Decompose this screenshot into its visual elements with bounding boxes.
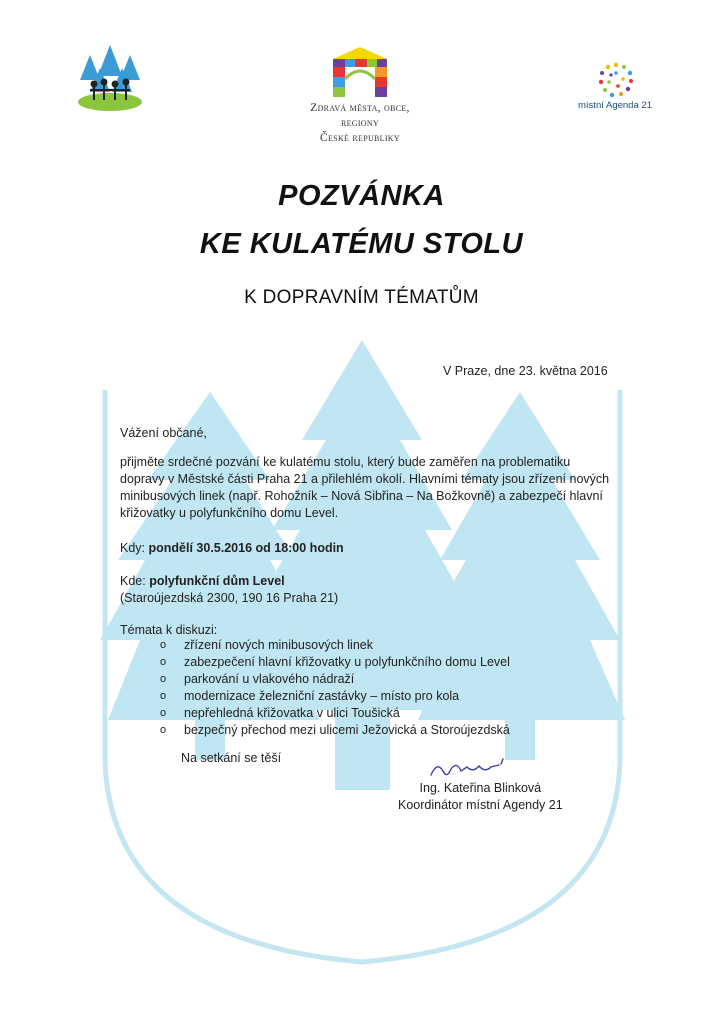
bullet-icon: o: [160, 690, 167, 702]
bullet-icon: o: [160, 656, 167, 668]
when-value: pondělí 30.5.2016 od 18:00 hodin: [148, 541, 344, 555]
bullet-icon: o: [160, 707, 167, 719]
where-label: Kde:: [120, 574, 150, 588]
topics-list: [120, 637, 510, 739]
list-item: o nepřehledná křižovatka v ulici Toušická: [160, 706, 400, 720]
bullet-icon: o: [160, 724, 167, 736]
list-item: o parkování u vlakového nádraží: [160, 672, 355, 686]
signer-name: Ing. Kateřina Blinková: [419, 781, 542, 795]
intro-paragraph: přijměte srdečné pozvání ke kulatému stolu, který bude zaměřen na problematiku dopravy v Městské části Praha 21 a přilehlém okolí. Hlavními tématy jsou zřízení nových minibusových linek (např. Rohožník – Nová Sibřina – Na Božkovně) a zabezpečí hlavní křižovatky u polyfunkčního domu Level.: [120, 455, 610, 520]
org-name-line1: Zdravá města, obce, regiony: [310, 102, 410, 129]
title-invitation: POZVÁNKA: [278, 180, 445, 212]
bullet-icon: o: [160, 673, 167, 685]
signer-role: Koordinátor místní Agendy 21: [398, 798, 563, 812]
trees-people-icon: [72, 40, 152, 120]
gateway-house-icon: [327, 45, 393, 97]
topics-label: Témata k diskuzi:: [120, 623, 218, 637]
where-address: (Staroújezdská 2300, 190 16 Praha 21): [120, 591, 339, 605]
dots-circle-icon: [596, 60, 636, 100]
when-label: Kdy:: [120, 541, 149, 555]
healthy-cities-logo: [72, 40, 152, 120]
list-item: o zřízení nových minibusových linek: [160, 638, 373, 652]
list-item: o zabezpečení hlavní křižovatky u polyfunkčního domu Level: [160, 655, 510, 669]
org-name-line2: České republiky: [320, 132, 400, 144]
closing-line: Na setkání se těší: [181, 751, 282, 765]
greeting: Vážení občané,: [120, 426, 207, 440]
letter-date: V Praze, dne 23. května 2016: [443, 364, 608, 378]
event-where: [120, 573, 338, 607]
zdrava-mesta-logo: [290, 45, 430, 144]
agenda21-logo: [578, 60, 652, 111]
signer-block: [398, 780, 563, 814]
list-item: o modernizace železniční zastávky – místo pro kola: [160, 689, 460, 703]
agenda21-label: místní Agenda 21: [578, 100, 652, 111]
event-when: [120, 540, 344, 557]
bullet-icon: o: [160, 639, 167, 651]
list-item: o bezpečný přechod mezi ulicemi Ježovická a Storoújezdská: [160, 723, 510, 737]
where-value: polyfunkční dům Level: [149, 574, 285, 588]
title-round-table: KE KULATÉMU STOLU: [199, 228, 524, 260]
subtitle-transport: K DOPRAVNÍM TÉMATŮM: [244, 287, 479, 308]
